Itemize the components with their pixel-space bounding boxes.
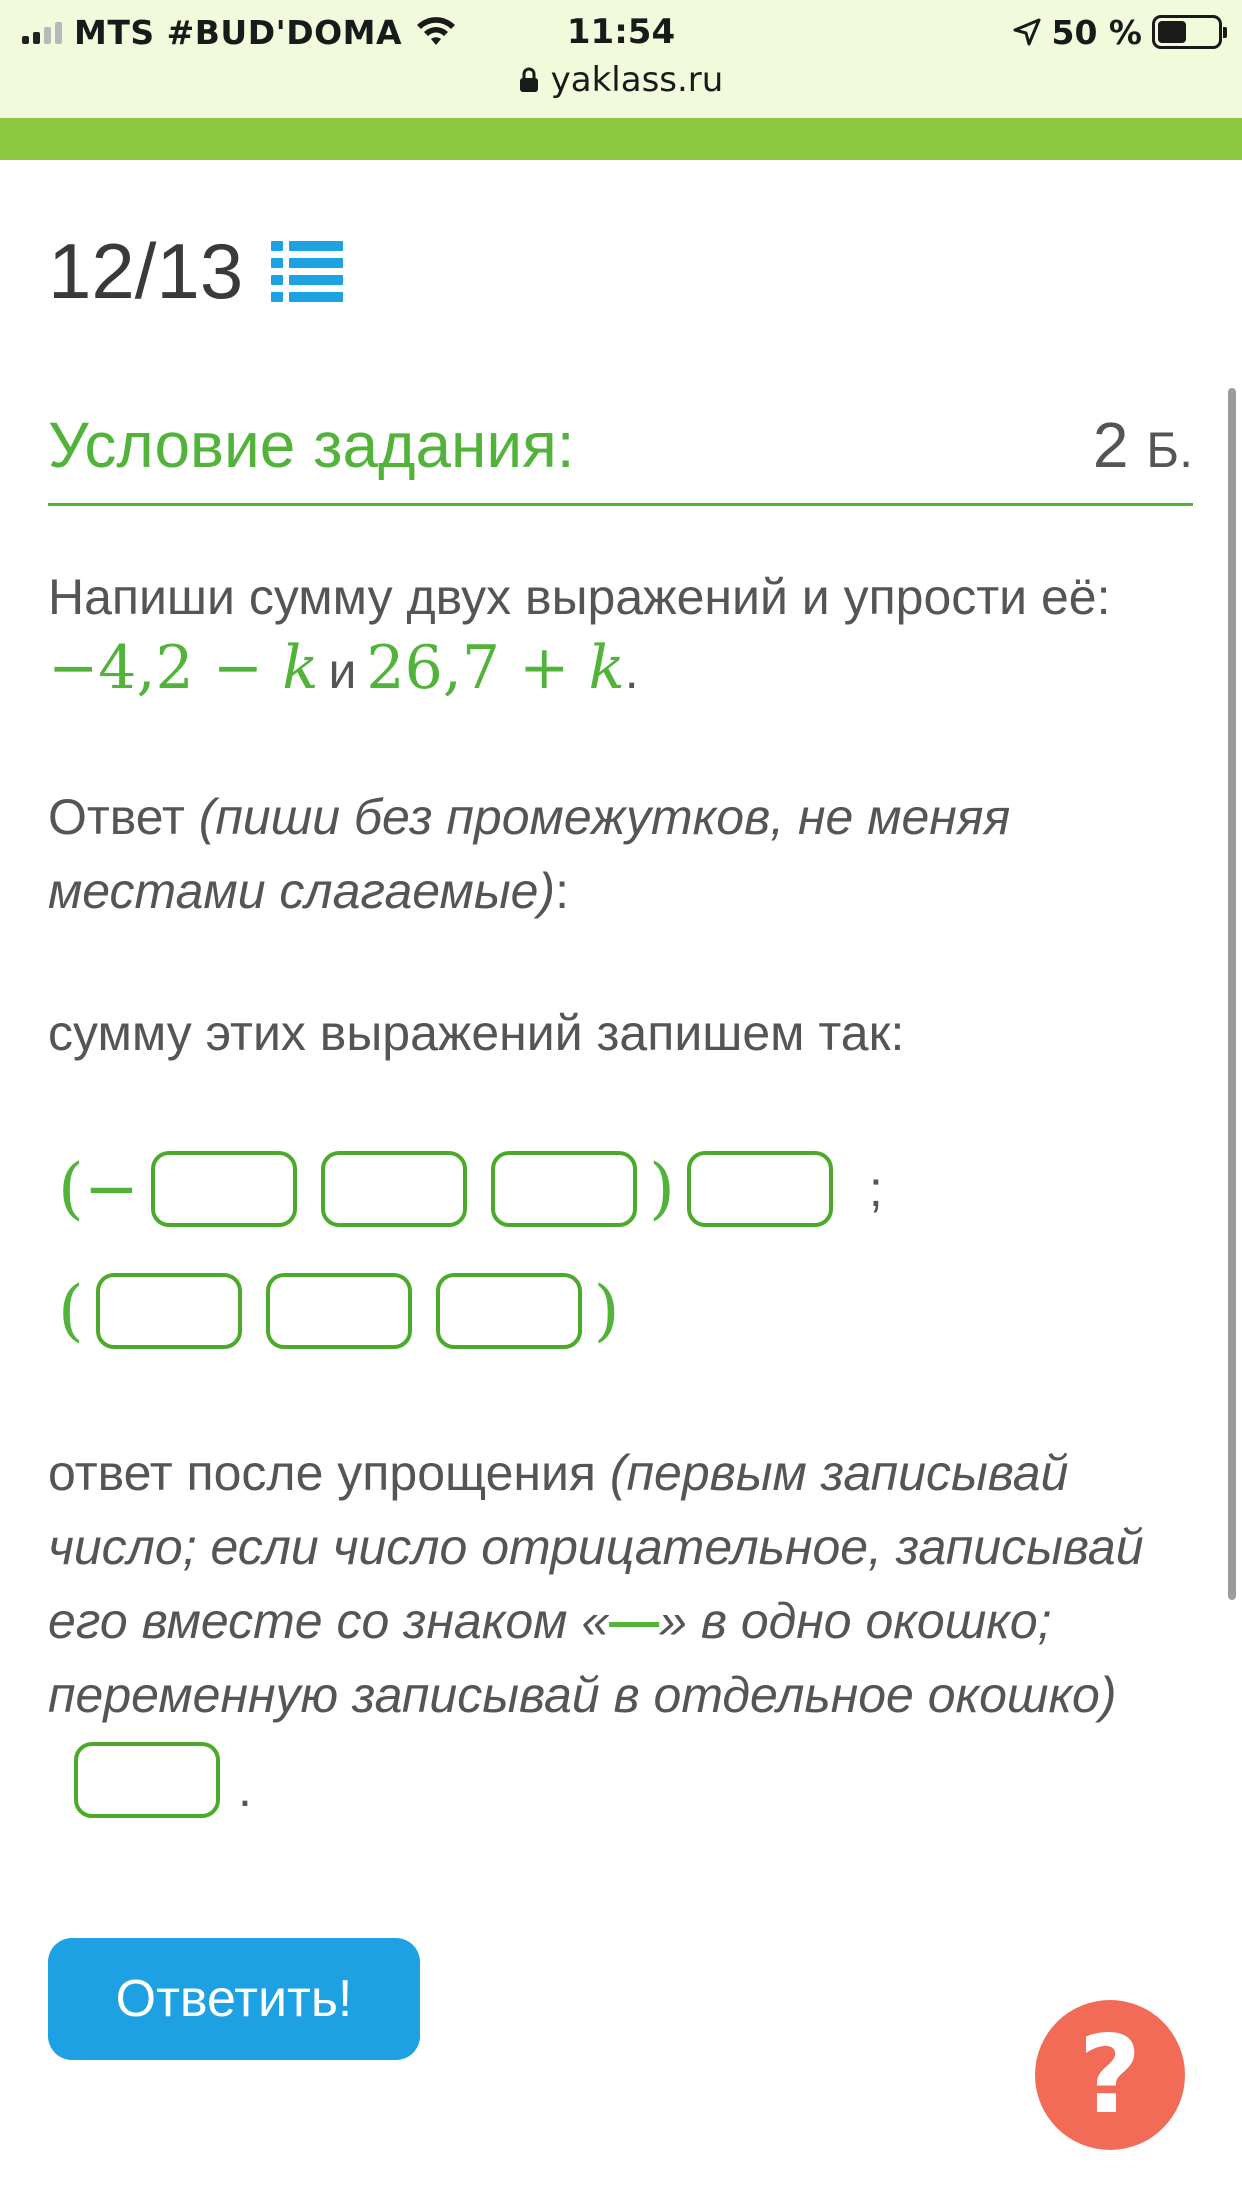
progress-current: 12 — [48, 227, 135, 315]
lock-icon — [519, 67, 539, 93]
sum-row-2 — [58, 1272, 620, 1349]
answer-box-1[interactable] — [151, 1151, 297, 1227]
battery-icon — [1152, 15, 1222, 49]
carrier-name: MTS #BUD'DOMA — [74, 12, 403, 52]
close-paren: ) — [649, 1150, 675, 1227]
answer-colon: : — [555, 863, 569, 919]
address-bar[interactable] — [0, 56, 1242, 104]
answer-box-6[interactable] — [266, 1273, 412, 1349]
battery-percent: 50 % — [1051, 12, 1142, 52]
open-paren: ( — [58, 1272, 84, 1349]
sum-label: сумму этих выражений запишем так: — [48, 1005, 905, 1061]
status-right — [1012, 12, 1222, 52]
simplify-instruction — [48, 1436, 1193, 1732]
browser-status-bar — [0, 0, 1242, 118]
open-paren-minus: (− — [58, 1150, 140, 1227]
simplify-hint-2: » в одно окошко; переменную записывай в отдельное окошко) — [48, 1593, 1117, 1723]
simplify-hint: (первым записывай число; если число отрицательное, записывай его вместе со знаком « — [48, 1445, 1144, 1649]
answer-box-final[interactable] — [74, 1742, 220, 1818]
task-points — [1093, 404, 1193, 491]
task-header — [48, 404, 1193, 506]
submit-button[interactable]: Ответить! — [48, 1938, 420, 2060]
expr2-variable: k — [588, 633, 625, 703]
answer-hint: (пиши без промежутков, не меняя местами слагаемые) — [48, 789, 1011, 919]
expr1-variable: k — [282, 633, 319, 703]
help-button[interactable]: ? — [1035, 2000, 1185, 2150]
answer-box-7[interactable] — [436, 1273, 582, 1349]
expr1-number: −4,2 − — [48, 633, 283, 703]
scrollbar[interactable] — [1228, 388, 1236, 1600]
location-arrow-icon — [1012, 17, 1042, 47]
expr2-number: 26,7 + — [366, 633, 589, 703]
progress-total: /13 — [134, 227, 244, 315]
row-separator: ; — [868, 1160, 883, 1217]
simplified-answer-row — [74, 1742, 252, 1818]
minus-sign: — — [609, 1593, 660, 1649]
expr-period: . — [624, 643, 639, 699]
clock: 11:54 — [566, 12, 676, 52]
answer-box-2[interactable] — [321, 1151, 467, 1227]
task-title: Условие задания: — [48, 409, 575, 481]
sum-row-1 — [58, 1150, 883, 1227]
expression-1 — [48, 633, 318, 703]
answer-box-4[interactable] — [687, 1151, 833, 1227]
expr-conjunction: и — [328, 643, 357, 699]
points-unit: Б. — [1146, 422, 1193, 478]
expression-2 — [366, 633, 624, 703]
answer-box-3[interactable] — [491, 1151, 637, 1227]
close-paren: ) — [593, 1272, 620, 1349]
task-instruction: Напиши сумму двух выражений и упрости её: — [48, 569, 1111, 625]
answer-label: Ответ — [48, 789, 199, 845]
final-period: . — [238, 1761, 252, 1817]
points-value: 2 — [1092, 409, 1129, 481]
task-expressions — [48, 632, 1193, 707]
task-progress — [48, 226, 343, 317]
answer-box-5[interactable] — [96, 1273, 242, 1349]
task-list-icon[interactable] — [271, 239, 343, 305]
simplify-label: ответ после упрощения — [48, 1445, 610, 1501]
site-header-bar — [0, 118, 1242, 160]
answer-instruction — [48, 780, 1193, 928]
url-text[interactable]: yaklass.ru — [550, 60, 724, 100]
